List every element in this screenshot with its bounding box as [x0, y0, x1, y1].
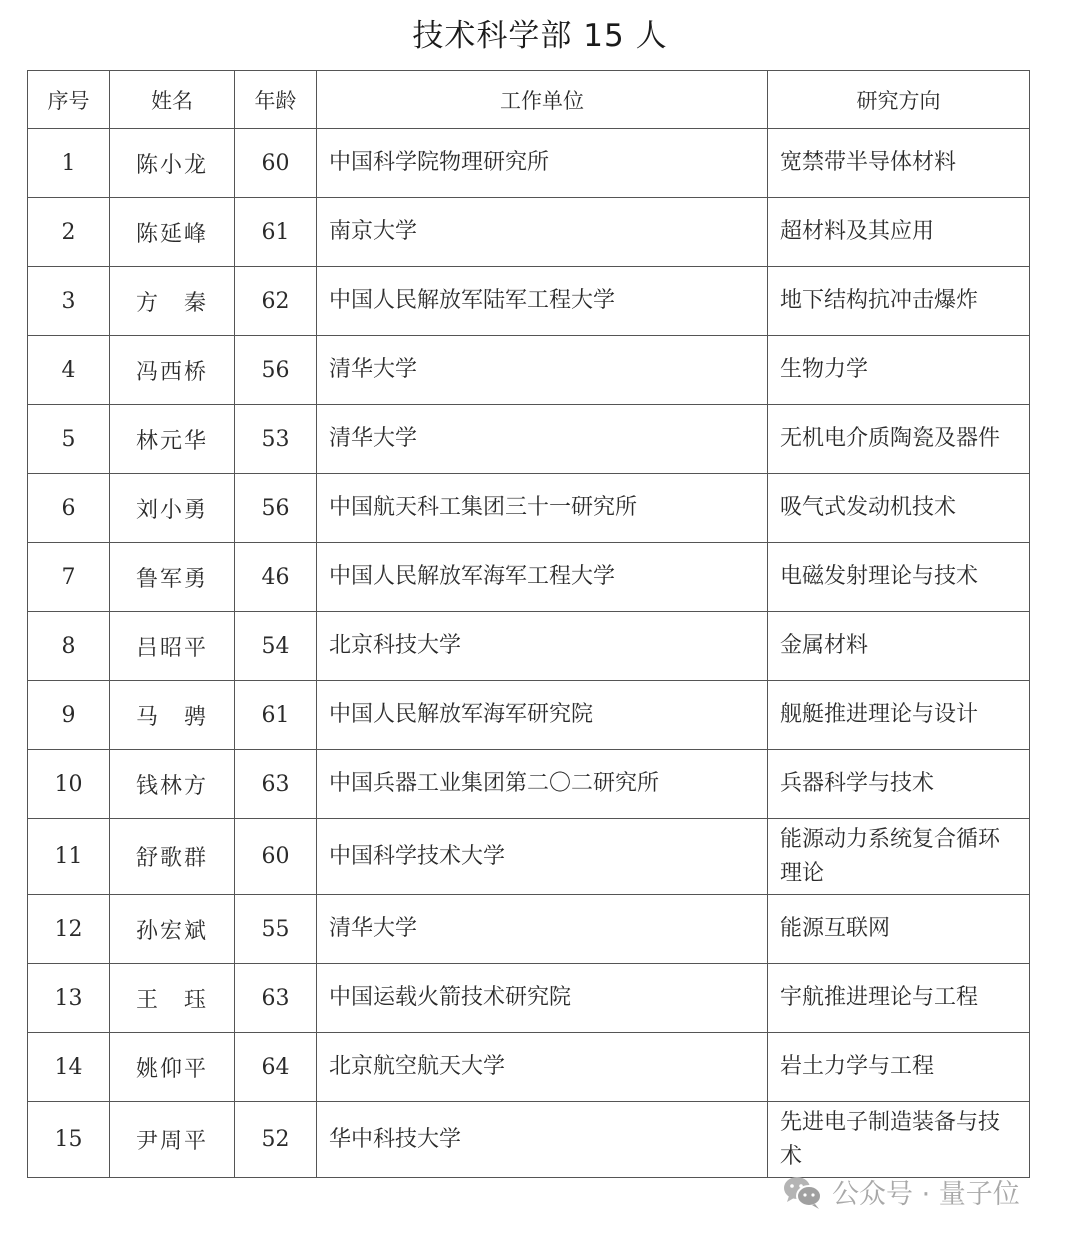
cell-age: 56 — [235, 474, 317, 543]
header-name: 姓名 — [110, 71, 235, 129]
cell-index: 13 — [28, 964, 110, 1033]
cell-age: 56 — [235, 336, 317, 405]
cell-name: 姚仰平 — [110, 1033, 235, 1102]
table-row — [28, 1102, 1030, 1178]
cell-name: 吕昭平 — [110, 612, 235, 681]
cell-index: 6 — [28, 474, 110, 543]
cell-age: 61 — [235, 198, 317, 267]
cell-unit: 北京科技大学 — [317, 612, 768, 681]
cell-name: 方 秦 — [110, 267, 235, 336]
cell-age: 46 — [235, 543, 317, 612]
cell-index: 8 — [28, 612, 110, 681]
cell-direction: 先进电子制造装备与技术 — [768, 1102, 1030, 1178]
cell-unit: 华中科技大学 — [317, 1102, 768, 1178]
cell-name: 舒歌群 — [110, 819, 235, 895]
table-row — [28, 129, 1030, 198]
table-row — [28, 267, 1030, 336]
cell-unit: 中国兵器工业集团第二〇二研究所 — [317, 750, 768, 819]
cell-direction: 能源互联网 — [768, 895, 1030, 964]
cell-index: 7 — [28, 543, 110, 612]
watermark-text: 公众号 · 量子位 — [832, 1179, 1020, 1210]
table-row — [28, 612, 1030, 681]
cell-name: 林元华 — [110, 405, 235, 474]
cell-index: 12 — [28, 895, 110, 964]
cell-direction: 舰艇推进理论与设计 — [768, 681, 1030, 750]
table-row — [28, 819, 1030, 895]
cell-direction: 电磁发射理论与技术 — [768, 543, 1030, 612]
wechat-icon — [782, 1174, 824, 1210]
cell-direction: 金属材料 — [768, 612, 1030, 681]
cell-unit: 中国人民解放军海军研究院 — [317, 681, 768, 750]
cell-age: 60 — [235, 129, 317, 198]
cell-index: 4 — [28, 336, 110, 405]
cell-name: 冯西桥 — [110, 336, 235, 405]
cell-unit: 中国人民解放军陆军工程大学 — [317, 267, 768, 336]
members-table — [27, 70, 1030, 1178]
cell-name: 钱林方 — [110, 750, 235, 819]
cell-age: 52 — [235, 1102, 317, 1178]
table-row — [28, 895, 1030, 964]
header-index: 序号 — [28, 71, 110, 129]
cell-index: 2 — [28, 198, 110, 267]
cell-age: 55 — [235, 895, 317, 964]
cell-name: 鲁军勇 — [110, 543, 235, 612]
cell-age: 60 — [235, 819, 317, 895]
table-row — [28, 964, 1030, 1033]
cell-name: 孙宏斌 — [110, 895, 235, 964]
cell-index: 1 — [28, 129, 110, 198]
cell-direction: 兵器科学与技术 — [768, 750, 1030, 819]
cell-unit: 中国航天科工集团三十一研究所 — [317, 474, 768, 543]
cell-age: 53 — [235, 405, 317, 474]
document-title: 技术科学部 15 人 — [412, 18, 668, 54]
cell-direction: 岩土力学与工程 — [768, 1033, 1030, 1102]
cell-direction: 地下结构抗冲击爆炸 — [768, 267, 1030, 336]
header-direction: 研究方向 — [768, 71, 1030, 129]
table-row — [28, 198, 1030, 267]
cell-index: 15 — [28, 1102, 110, 1178]
cell-age: 54 — [235, 612, 317, 681]
table-row — [28, 405, 1030, 474]
table-row — [28, 750, 1030, 819]
cell-unit: 北京航空航天大学 — [317, 1033, 768, 1102]
cell-age: 62 — [235, 267, 317, 336]
cell-name: 陈小龙 — [110, 129, 235, 198]
cell-index: 11 — [28, 819, 110, 895]
cell-direction: 宽禁带半导体材料 — [768, 129, 1030, 198]
cell-unit: 中国科学院物理研究所 — [317, 129, 768, 198]
cell-index: 9 — [28, 681, 110, 750]
cell-index: 5 — [28, 405, 110, 474]
cell-age: 64 — [235, 1033, 317, 1102]
header-age: 年龄 — [235, 71, 317, 129]
cell-name: 尹周平 — [110, 1102, 235, 1178]
cell-direction: 能源动力系统复合循环理论 — [768, 819, 1030, 895]
cell-direction: 吸气式发动机技术 — [768, 474, 1030, 543]
cell-direction: 无机电介质陶瓷及器件 — [768, 405, 1030, 474]
table-row — [28, 474, 1030, 543]
cell-name: 刘小勇 — [110, 474, 235, 543]
cell-age: 63 — [235, 750, 317, 819]
cell-unit: 清华大学 — [317, 895, 768, 964]
cell-index: 3 — [28, 267, 110, 336]
cell-name: 陈延峰 — [110, 198, 235, 267]
table-header-row — [28, 71, 1030, 129]
cell-name: 马 骋 — [110, 681, 235, 750]
header-unit: 工作单位 — [317, 71, 768, 129]
cell-direction: 宇航推进理论与工程 — [768, 964, 1030, 1033]
cell-unit: 清华大学 — [317, 336, 768, 405]
cell-unit: 清华大学 — [317, 405, 768, 474]
cell-age: 63 — [235, 964, 317, 1033]
cell-direction: 超材料及其应用 — [768, 198, 1030, 267]
cell-index: 10 — [28, 750, 110, 819]
cell-index: 14 — [28, 1033, 110, 1102]
table-row — [28, 681, 1030, 750]
table-row — [28, 543, 1030, 612]
cell-unit: 中国科学技术大学 — [317, 819, 768, 895]
cell-unit: 中国人民解放军海军工程大学 — [317, 543, 768, 612]
cell-unit: 南京大学 — [317, 198, 768, 267]
cell-age: 61 — [235, 681, 317, 750]
table-row — [28, 1033, 1030, 1102]
cell-name: 王 珏 — [110, 964, 235, 1033]
cell-direction: 生物力学 — [768, 336, 1030, 405]
table-row — [28, 336, 1030, 405]
cell-unit: 中国运载火箭技术研究院 — [317, 964, 768, 1033]
watermark — [782, 1172, 1020, 1211]
